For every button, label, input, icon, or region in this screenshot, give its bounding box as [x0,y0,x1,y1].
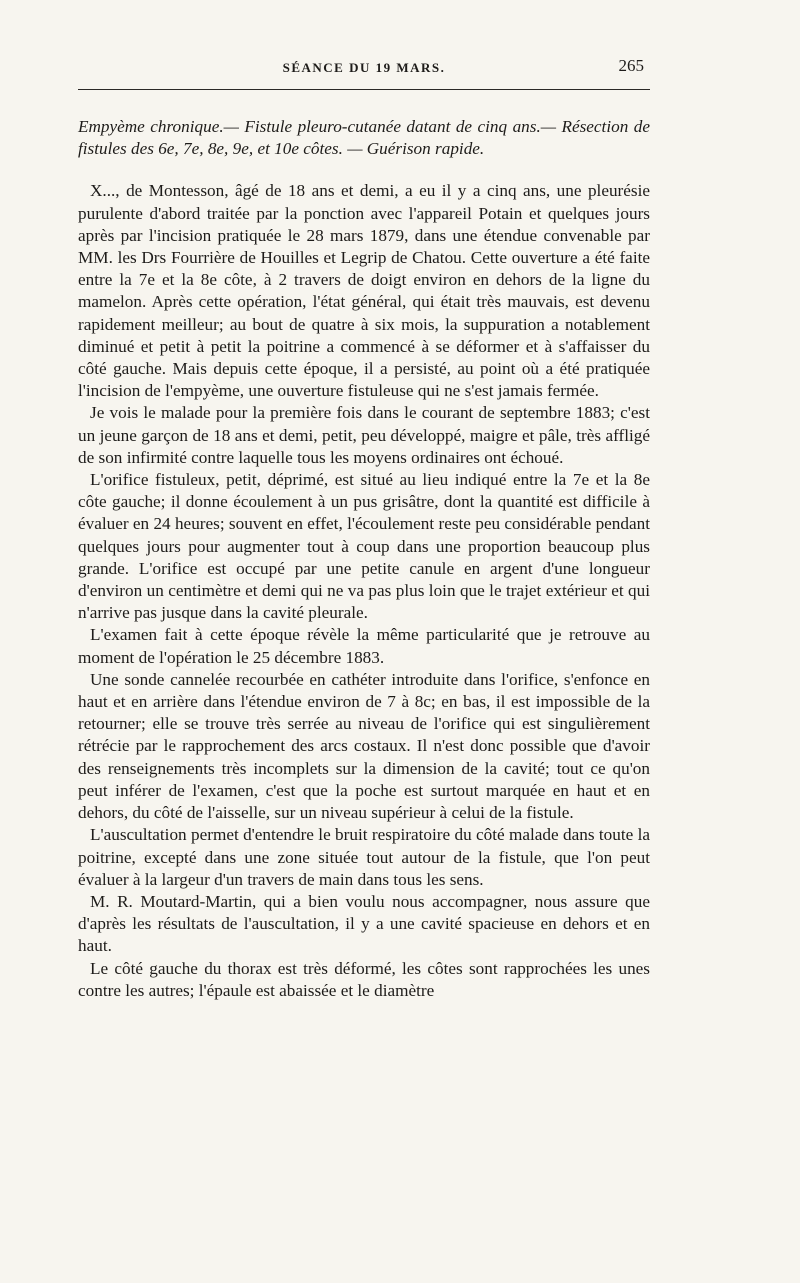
paragraph: Je vois le malade pour la première fois dans le courant de septembre 1883; c'est un jeune garçon de 18 ans et demi, petit, peu développé, maigre et pâle, très affligé de son infirmité contre laquelle tous les moyens ordinaires ont échoué. [78,403,650,467]
running-title: SÉANCE DU 19 MARS. [282,60,446,75]
paragraph: L'orifice fistuleux, petit, déprimé, est situé au lieu indiqué entre la 7e et la 8e côte gauche; il donne écoulement à un pus grisâtre, dont la quantité est difficile à évaluer en 24 heures; souvent en effet, l'écoulement reste peu considérable pendant quelques jours pour augmenter tout à coup dans une proportion beaucoup plus grande. L'orifice est occupé par une petite canule en argent d'une longueur d'environ un centimètre et demi qui ne va pas plus loin que le trajet extérieur et qui n'arrive pas jusque dans la cavité pleurale. [78,470,650,623]
page-header [78,52,650,86]
paragraph: M. R. Moutard-Martin, qui a bien voulu nous accompagner, nous assure que d'après les résultats de l'auscultation, il y a une cavité spacieuse en dehors et en haut. [78,891,650,956]
page-number: 265 [618,56,644,75]
article-body [78,116,650,1002]
paragraph: Le côté gauche du thorax est très déformé, les côtes sont rapprochées les unes contre les autres; l'épaule est abaissée et le diamètre [78,958,650,1000]
paragraph: L'examen fait à cette époque révèle la même particularité que je retrouve au moment de l'opération le 25 décembre 1883. [78,625,650,667]
paragraph: L'auscultation permet d'entendre le bruit respiratoire du côté malade dans toute la poitrine, excepté dans une zone située tout autour de la fistule, que l'on peut évaluer à la largeur d'un travers de main dans tous les sens. [78,825,650,889]
header-rule [78,89,650,90]
paragraph: Une sonde cannelée recourbée en cathéter introduite dans l'orifice, s'enfonce en haut et en arrière dans l'étendue environ de 7 à 8c; en bas, il est impossible de la retourner; elle se trouve très serrée au niveau de l'orifice qui est singulièrement rétrécie par le rapprochement des arcs costaux. Il n'est donc possible que d'avoir des renseignements très incomplets sur la dimension de la cavité; tout ce qu'on peut inférer de l'examen, c'est que la poche est surtout marquée en haut et en dehors, du côté de l'aisselle, sur un niveau supérieur à celui de la fistule. [78,669,650,823]
paragraph: X..., de Montesson, âgé de 18 ans et demi, a eu il y a cinq ans, une pleurésie purulente d'abord traitée par la ponction avec l'appareil Potain et quelques jours après par l'incision pratiquée le 28 mars 1879, dans une étendue convenable par MM. les Drs Fourrière de Houilles et Legrip de Chatou. Cette ouverture a été faite entre la 7e et la 8e côte, à 2 travers de doigt environ en dehors de la ligne du mamelon. Après cette opération, l'état général, qui était très mauvais, est devenu rapidement meilleur; au bout de quatre à six mois, la suppuration a notablement diminué et petit à petit la poitrine a commencé à se déformer et à s'affaisser du côté gauche. Mais depuis cette époque, il a persisté, au point où a été pratiquée l'incision de l'empyème, une ouverture fistuleuse qui ne s'est jamais fermée. [78,181,650,401]
article-title: Empyème chronique.— Fistule pleuro-cutanée datant de cinq ans.— Résection de fistules des 6e, 7e, 8e, 9e, et 10e côtes. — Guérison rapide. [78,117,650,159]
